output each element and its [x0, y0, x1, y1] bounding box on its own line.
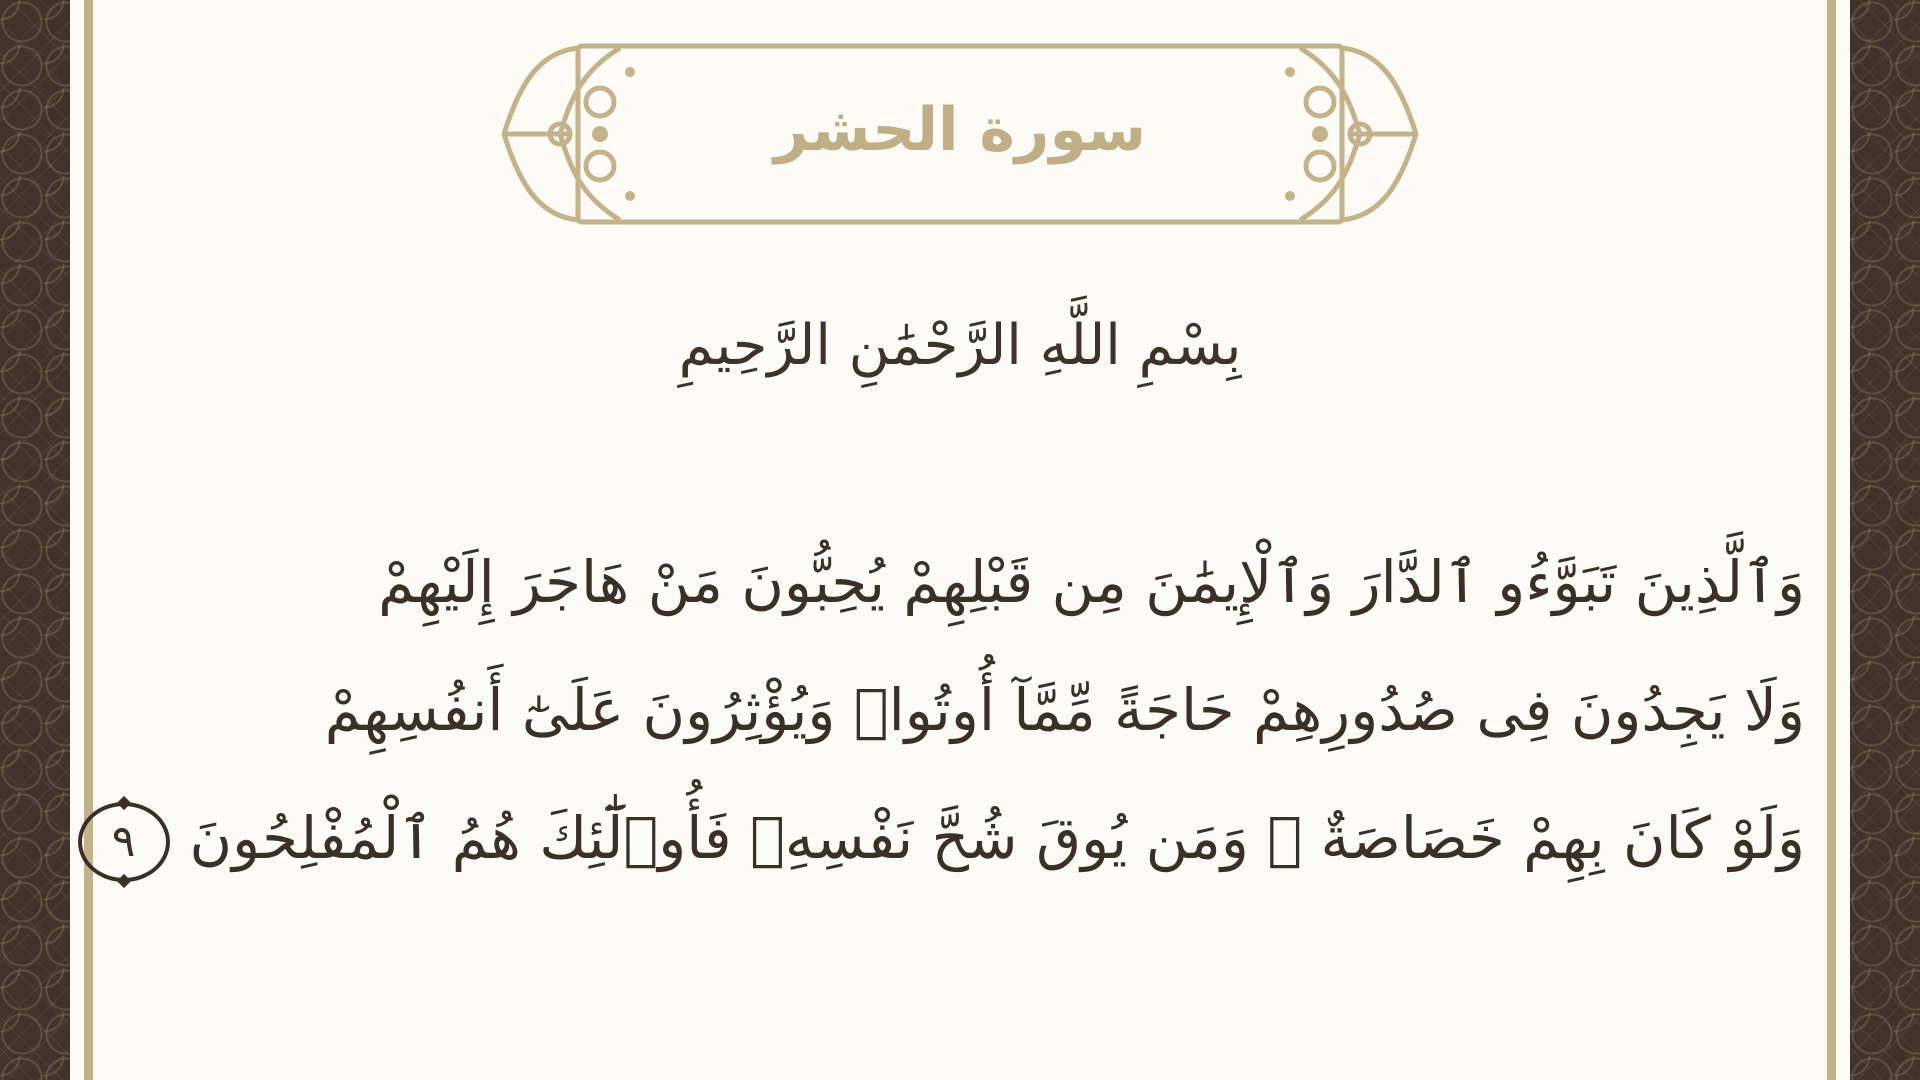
ayah-number-badge: ٩	[78, 802, 170, 882]
left-ornamental-border	[0, 0, 70, 1080]
left-gold-rule	[84, 0, 93, 1080]
ayah-line-3: وَلَوْ كَانَ بِهِمْ خَصَاصَةٌ ۚ وَمَن يُوقَ شُحَّ نَفْسِهِۦ فَأُو۟لَٰٓئِكَ هُمُ ٱلْمُفْلِحُونَ	[189, 804, 1805, 872]
right-ornamental-border	[1850, 0, 1920, 1080]
basmala: بِسْمِ اللَّهِ الرَّحْمَٰنِ الرَّحِيمِ	[678, 313, 1242, 378]
surah-title-banner	[500, 42, 1420, 226]
ayah-line-1: وَٱلَّذِينَ تَبَوَّءُو ٱلدَّارَ وَٱلْإِيمَٰنَ مِن قَبْلِهِمْ يُحِبُّونَ مَنْ هَاجَرَ إِلَيْهِمْ	[378, 548, 1805, 616]
right-gold-rule	[1827, 0, 1836, 1080]
surah-title: سورة الحشر	[773, 95, 1147, 165]
ayah-line-2: وَلَا يَجِدُونَ فِى صُدُورِهِمْ حَاجَةً مِّمَّآ أُوتُوا۟ وَيُؤْثِرُونَ عَلَىٰٓ أَنفُسِهِمْ	[324, 676, 1805, 744]
ayah-line-3-container	[111, 774, 1805, 902]
ayah-text	[111, 518, 1805, 902]
